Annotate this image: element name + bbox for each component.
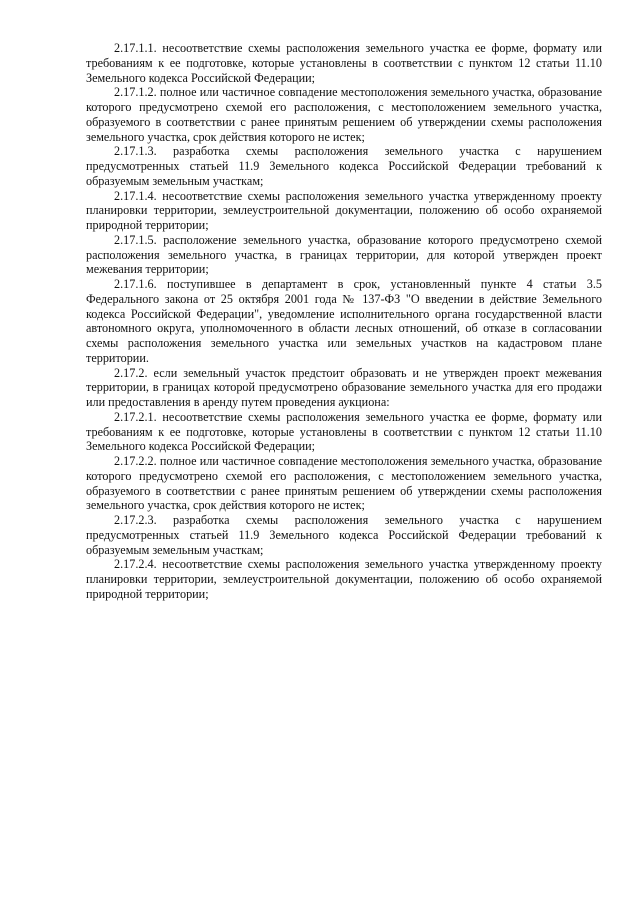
paragraph-2-17-1-5: 2.17.1.5. расположение земельного участка, образование которого предусмотрено схемой расположения земельного участка, в границах территории, для которой утвержден проект межевания территории; bbox=[86, 232, 602, 277]
paragraph-2-17-1-1: 2.17.1.1. несоответствие схемы расположения земельного участка ее форме, формату или требованиям к ее подготовке, которые установлены в соответствии с пунктом 12 статьи 11.10 Земельного кодекса Российской Федерации; bbox=[86, 41, 602, 85]
paragraph-2-17-1-4: 2.17.1.4. несоответствие схемы расположения земельного участка утвержденному проекту планировки территории, землеустроительной документации, положению об особо охраняемой природной территории; bbox=[86, 188, 602, 232]
paragraph-2-17-2-4: 2.17.2.4. несоответствие схемы расположения земельного участка утвержденному проекту планировки территории, землеустроительной документации, положению об особо охраняемой природной территории; bbox=[86, 557, 602, 601]
paragraph-2-17-1-3: 2.17.1.3. разработка схемы расположения земельного участка с нарушением предусмотренных статьей 11.9 Земельного кодекса Российской Федерации требований к образуемым земельным участкам; bbox=[86, 144, 602, 188]
paragraph-2-17-2-3: 2.17.2.3. разработка схемы расположения земельного участка с нарушением предусмотренных статьей 11.9 Земельного кодекса Российской Федерации требований к образуемым земельным участкам; bbox=[86, 513, 602, 557]
paragraph-2-17-2-1: 2.17.2.1. несоответствие схемы расположения земельного участка ее форме, формату или требованиям к ее подготовке, которые установлены в соответствии с пунктом 12 статьи 11.10 Земельного кодекса Российской Федерации; bbox=[86, 409, 602, 454]
document-body bbox=[86, 41, 602, 602]
paragraph-2-17-1-6: 2.17.1.6. поступившее в департамент в срок, установленный пункте 4 статьи 3.5 Федерального закона от 25 октября 2001 года № 137-ФЗ "О введении в действие Земельного кодекса Российской Федерации", уведомление исполнительного органа государственной власти автономного округа, уполномоченного в области лесных отношений, об отказе в согласовании схемы расположения земельного участка или земельных участков на кадастровом плане территории. bbox=[86, 277, 602, 365]
paragraph-2-17-2: 2.17.2. если земельный участок предстоит образовать и не утвержден проект межевания территории, в границах которой предусмотрено образование земельного участка для его продажи или предоставления в аренду путем проведения аукциона: bbox=[86, 365, 602, 409]
paragraph-2-17-1-2: 2.17.1.2. полное или частичное совпадение местоположения земельного участка, образование которого предусмотрено схемой его расположения, с местоположением земельного участка, образуемого в соответствии с ранее принятым решением об утверждении схемы расположения земельного участка, срок действия которого не истек; bbox=[86, 85, 602, 144]
paragraph-2-17-2-2: 2.17.2.2. полное или частичное совпадение местоположения земельного участка, образование которого предусмотрено схемой его расположения, с местоположением земельного участка, образуемого в соответствии с ранее принятым решением об утверждении схемы расположения земельного участка, срок действия которого не истек; bbox=[86, 454, 602, 513]
